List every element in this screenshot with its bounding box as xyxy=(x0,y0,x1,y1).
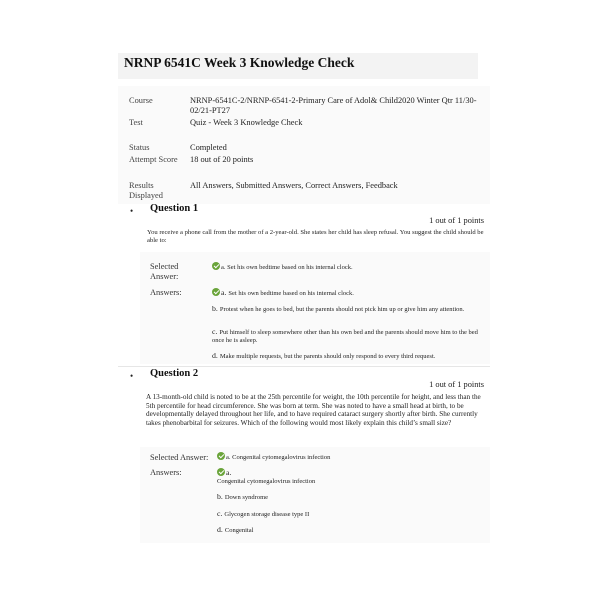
divider xyxy=(118,366,490,367)
q2-selected-answer-label: Selected Answer: xyxy=(150,453,209,462)
q2-answers-label: Answers: xyxy=(150,468,182,477)
q2-answer-d xyxy=(217,526,253,535)
question-1-bullet: • xyxy=(130,206,134,216)
correct-check-icon xyxy=(212,262,220,270)
question-2-points: 1 out of 1 points xyxy=(429,380,484,389)
answer-letter: d. xyxy=(212,351,218,360)
score-value: 18 out of 20 points xyxy=(190,155,254,164)
question-2-heading: Question 2 xyxy=(150,368,199,379)
q2-selected-answer-text: a. Congenital cytomegalovirus infection xyxy=(226,454,331,461)
correct-check-icon xyxy=(217,452,225,460)
answer-letter: c. xyxy=(217,509,223,518)
status-value: Completed xyxy=(190,143,227,152)
answer-text: Make multiple requests, but the parents should only respond to every third request. xyxy=(219,353,436,360)
question-1-text: You receive a phone call from the mother of a 2-year-old. She states her child has sleep refusal. You suggest the child should be able to: xyxy=(147,229,484,245)
q2-answer-c xyxy=(217,510,309,519)
answer-letter: d. xyxy=(217,525,223,534)
q1-selected-answer-label: Selected Answer: xyxy=(150,262,179,281)
q2-answer-b xyxy=(217,493,268,502)
q2-answer-a xyxy=(217,468,367,487)
test-value: Quiz - Week 3 Knowledge Check xyxy=(190,118,303,127)
q1-answer-b xyxy=(212,305,482,314)
answer-text: Congenital xyxy=(224,527,254,534)
results-label: Results Displayed xyxy=(129,181,163,200)
q1-answer-a xyxy=(212,288,482,298)
answer-text: Down syndrome xyxy=(224,494,269,501)
question-1-heading: Question 1 xyxy=(150,203,199,214)
course-value: NRNP-6541C-2/NRNP-6541-2-Primary Care of Adol& Child2020 Winter Qtr 11/30-02/21-PT27 xyxy=(190,96,477,115)
q1-answer-c xyxy=(212,328,482,346)
q1-answers-label: Answers: xyxy=(150,288,182,297)
q1-selected-answer xyxy=(212,262,353,272)
answer-text: Glycogen storage disease type II xyxy=(224,511,310,518)
q1-selected-answer-text: a. Set his own bedtime based on his internal clock. xyxy=(221,264,353,271)
answer-letter: c. xyxy=(212,327,218,336)
answer-text: Protest when he goes to bed, but the parents should not pick him up or give him any attention. xyxy=(219,306,465,313)
question-2-text: A 13-month-old child is noted to be at the 25th percentile for weight, the 10th percentile for height, and less than the 5th percentile for head circumference. She was born at term. She was noted to have a small head at birth, to be developmentally delayed throughout her life, and to have required cataract surgery shortly after birth. She currently takes phenobarbital for seizures. Which of the following would most likely explain this child’s small size? xyxy=(146,393,481,427)
results-value: All Answers, Submitted Answers, Correct Answers, Feedback xyxy=(190,181,398,190)
course-label: Course xyxy=(129,96,153,105)
q2-selected-answer xyxy=(217,452,330,462)
page-title: NRNP 6541C Week 3 Knowledge Check xyxy=(124,55,355,70)
status-label: Status xyxy=(129,143,150,152)
answer-letter: a. xyxy=(221,288,227,297)
answer-text: Put himself to sleep somewhere other than his own bed and the parents should move him to the bed once he is asleep. xyxy=(212,329,478,345)
answer-letter: b. xyxy=(212,304,218,313)
answer-letter: b. xyxy=(217,492,223,501)
answer-text: Set his own bedtime based on his internal clock. xyxy=(228,290,354,297)
question-1-points: 1 out of 1 points xyxy=(429,216,484,225)
test-label: Test xyxy=(129,118,143,127)
correct-check-icon xyxy=(212,288,220,296)
q1-answer-d xyxy=(212,352,482,361)
correct-check-icon xyxy=(217,468,225,476)
answer-text: Congenital cytomegalovirus infection xyxy=(217,478,316,486)
question-2-bullet: • xyxy=(130,371,134,381)
score-label: Attempt Score xyxy=(129,155,178,164)
answer-letter: a. xyxy=(226,468,232,477)
